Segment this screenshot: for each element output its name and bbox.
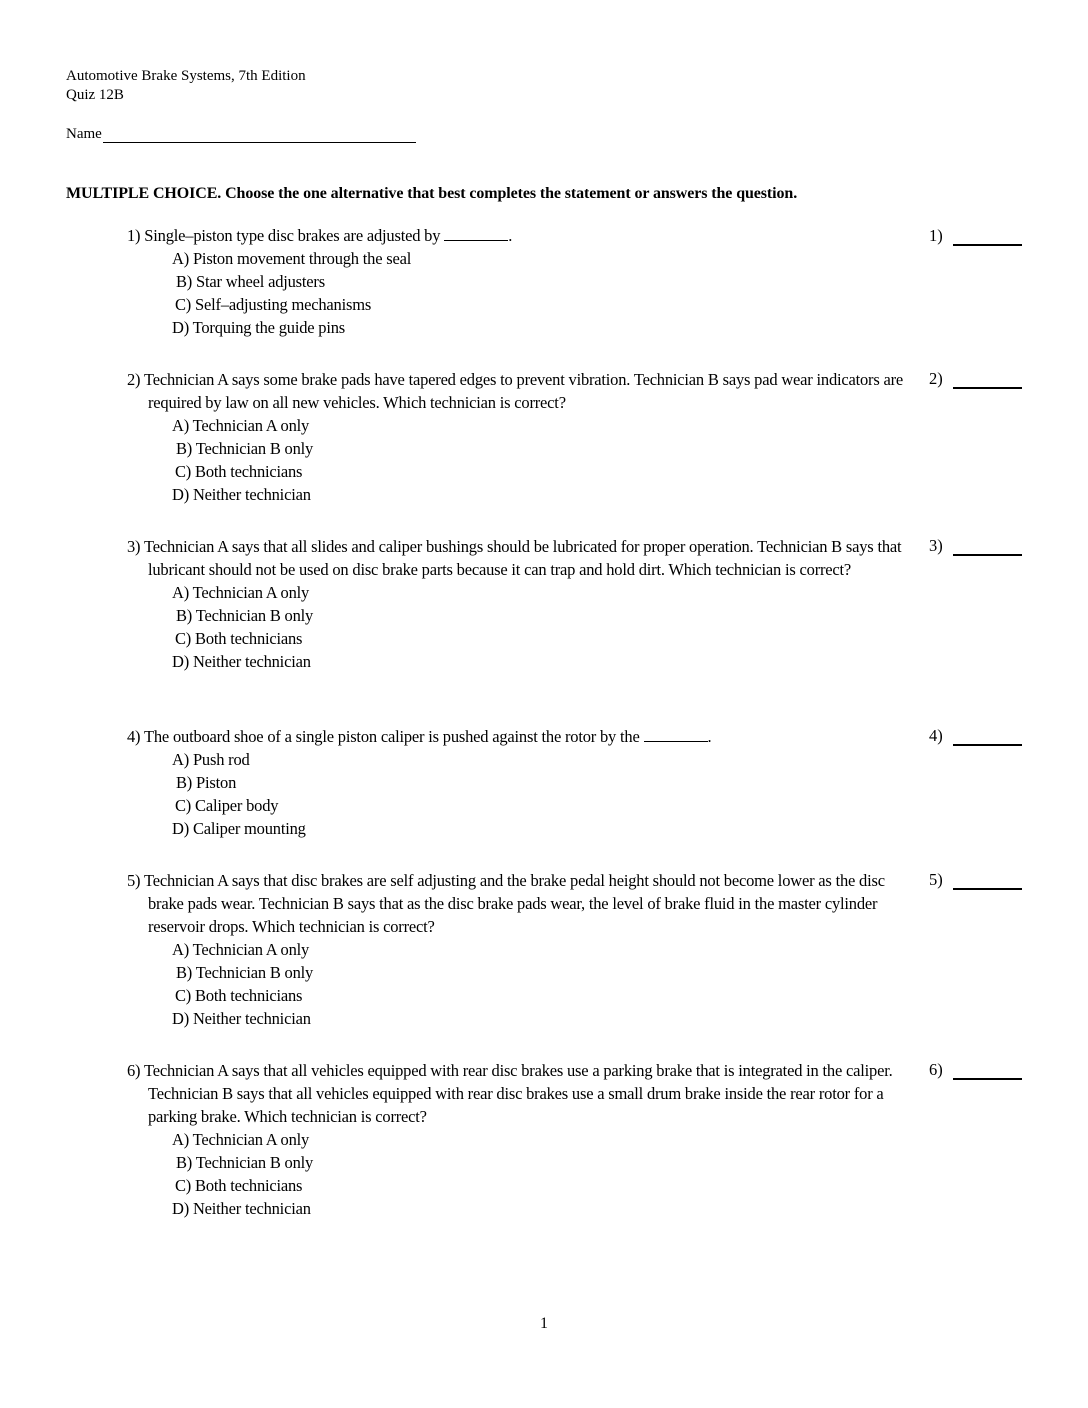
answer-slot-1 <box>929 226 1022 246</box>
question-number: 5) <box>127 871 141 890</box>
question-stem <box>127 368 917 414</box>
choice-b[interactable]: B) Technician B only <box>176 963 314 982</box>
answer-number: 3) <box>929 536 943 555</box>
answer-number: 5) <box>929 870 943 889</box>
question-1 <box>127 224 917 339</box>
question-stem <box>127 535 917 581</box>
answer-line[interactable] <box>953 375 1022 389</box>
name-input-line[interactable] <box>103 125 416 143</box>
choice-d[interactable]: D) Torquing the guide pins <box>172 318 346 337</box>
answer-number: 4) <box>929 726 943 745</box>
document-header <box>66 67 306 105</box>
choice-b[interactable]: B) Technician B only <box>176 439 314 458</box>
choice-b[interactable]: B) Technician B only <box>176 606 314 625</box>
answer-line[interactable] <box>953 232 1022 246</box>
answer-slot-2 <box>929 369 1022 389</box>
question-5 <box>127 869 917 1030</box>
name-field-row <box>66 125 416 143</box>
answer-number: 1) <box>929 226 943 245</box>
choice-a[interactable]: A) Technician A only <box>172 940 310 959</box>
answer-number: 6) <box>929 1060 943 1079</box>
answer-choices <box>172 414 917 506</box>
answer-line[interactable] <box>953 1066 1022 1080</box>
answer-slot-4 <box>929 726 1022 746</box>
question-stem <box>127 1059 917 1128</box>
answer-choices <box>172 938 917 1030</box>
fill-in-blank <box>444 226 508 241</box>
choice-c[interactable]: C) Both technicians <box>175 1176 303 1195</box>
quiz-title: Quiz 12B <box>66 87 124 103</box>
choice-b[interactable]: B) Piston <box>176 773 237 792</box>
question-text: The outboard shoe of a single piston caliper is pushed against the rotor by the <box>144 727 640 746</box>
question-stem <box>127 869 917 938</box>
choice-a[interactable]: A) Technician A only <box>172 1130 310 1149</box>
answer-line[interactable] <box>953 542 1022 556</box>
choice-a[interactable]: A) Technician A only <box>172 583 310 602</box>
choice-b[interactable]: B) Star wheel adjusters <box>176 272 325 291</box>
answer-line[interactable] <box>953 732 1022 746</box>
answer-number: 2) <box>929 369 943 388</box>
answer-slot-5 <box>929 870 1022 890</box>
question-text: Technician A says that disc brakes are self adjusting and the brake pedal height should not become lower as the disc brake pads wear. Technician B says that as the disc brake pads wear, the level of brake fluid in the master cylinder reservoir drops. Which technician is correct? <box>144 871 885 936</box>
choice-c[interactable]: C) Both technicians <box>175 986 303 1005</box>
choice-a[interactable]: A) Push rod <box>172 750 250 769</box>
question-4 <box>127 725 917 840</box>
question-number: 6) <box>127 1061 141 1080</box>
question-stem: 4) The outboard shoe of a single piston caliper is pushed against the rotor by the . <box>127 727 712 746</box>
answer-choices <box>172 247 917 339</box>
choice-a[interactable]: A) Technician A only <box>172 416 310 435</box>
name-label: Name <box>66 126 102 142</box>
choice-d[interactable]: D) Neither technician <box>172 1199 311 1218</box>
question-6 <box>127 1059 917 1220</box>
choice-d[interactable]: D) Caliper mounting <box>172 819 306 838</box>
question-text: Technician A says that all slides and caliper bushings should be lubricated for proper operation. Technician B says that lubricant should not be used on disc brake parts because it can trap and hold dirt. Which technician is correct? <box>144 537 902 579</box>
question-3 <box>127 535 917 673</box>
question-number: 2) <box>127 370 141 389</box>
page-number: 1 <box>540 1315 548 1332</box>
choice-c[interactable]: C) Caliper body <box>175 796 279 815</box>
section-instructions: MULTIPLE CHOICE. Choose the one alternative that best completes the statement or answers the question. <box>66 185 798 202</box>
answer-line[interactable] <box>953 876 1022 890</box>
course-title: Automotive Brake Systems, 7th Edition <box>66 68 306 84</box>
choice-d[interactable]: D) Neither technician <box>172 652 311 671</box>
choice-c[interactable]: C) Self–adjusting mechanisms <box>175 295 372 314</box>
choice-d[interactable]: D) Neither technician <box>172 1009 311 1028</box>
choice-a[interactable]: A) Piston movement through the seal <box>172 249 412 268</box>
question-text: Technician A says that all vehicles equipped with rear disc brakes use a parking brake that is integrated in the caliper. Technician B says that all vehicles equipped with rear disc brakes use a small drum brake inside the rear rotor for a parking brake. Which technician is correct? <box>144 1061 893 1126</box>
fill-in-blank <box>644 727 708 742</box>
answer-choices <box>172 1128 917 1220</box>
answer-slot-3 <box>929 536 1022 556</box>
question-number: 3) <box>127 537 141 556</box>
question-number: 4) <box>127 727 141 746</box>
answer-choices <box>172 581 917 673</box>
question-text: Technician A says some brake pads have tapered edges to prevent vibration. Technician B says pad wear indicators are required by law on all new vehicles. Which technician is correct? <box>144 370 904 412</box>
choice-d[interactable]: D) Neither technician <box>172 485 311 504</box>
question-stem: 1) Single–piston type disc brakes are adjusted by . <box>127 226 513 245</box>
question-2 <box>127 368 917 506</box>
question-number: 1) <box>127 226 141 245</box>
answer-choices <box>172 748 917 840</box>
question-text: Single–piston type disc brakes are adjusted by <box>144 226 441 245</box>
choice-b[interactable]: B) Technician B only <box>176 1153 314 1172</box>
choice-c[interactable]: C) Both technicians <box>175 462 303 481</box>
choice-c[interactable]: C) Both technicians <box>175 629 303 648</box>
answer-slot-6 <box>929 1060 1022 1080</box>
